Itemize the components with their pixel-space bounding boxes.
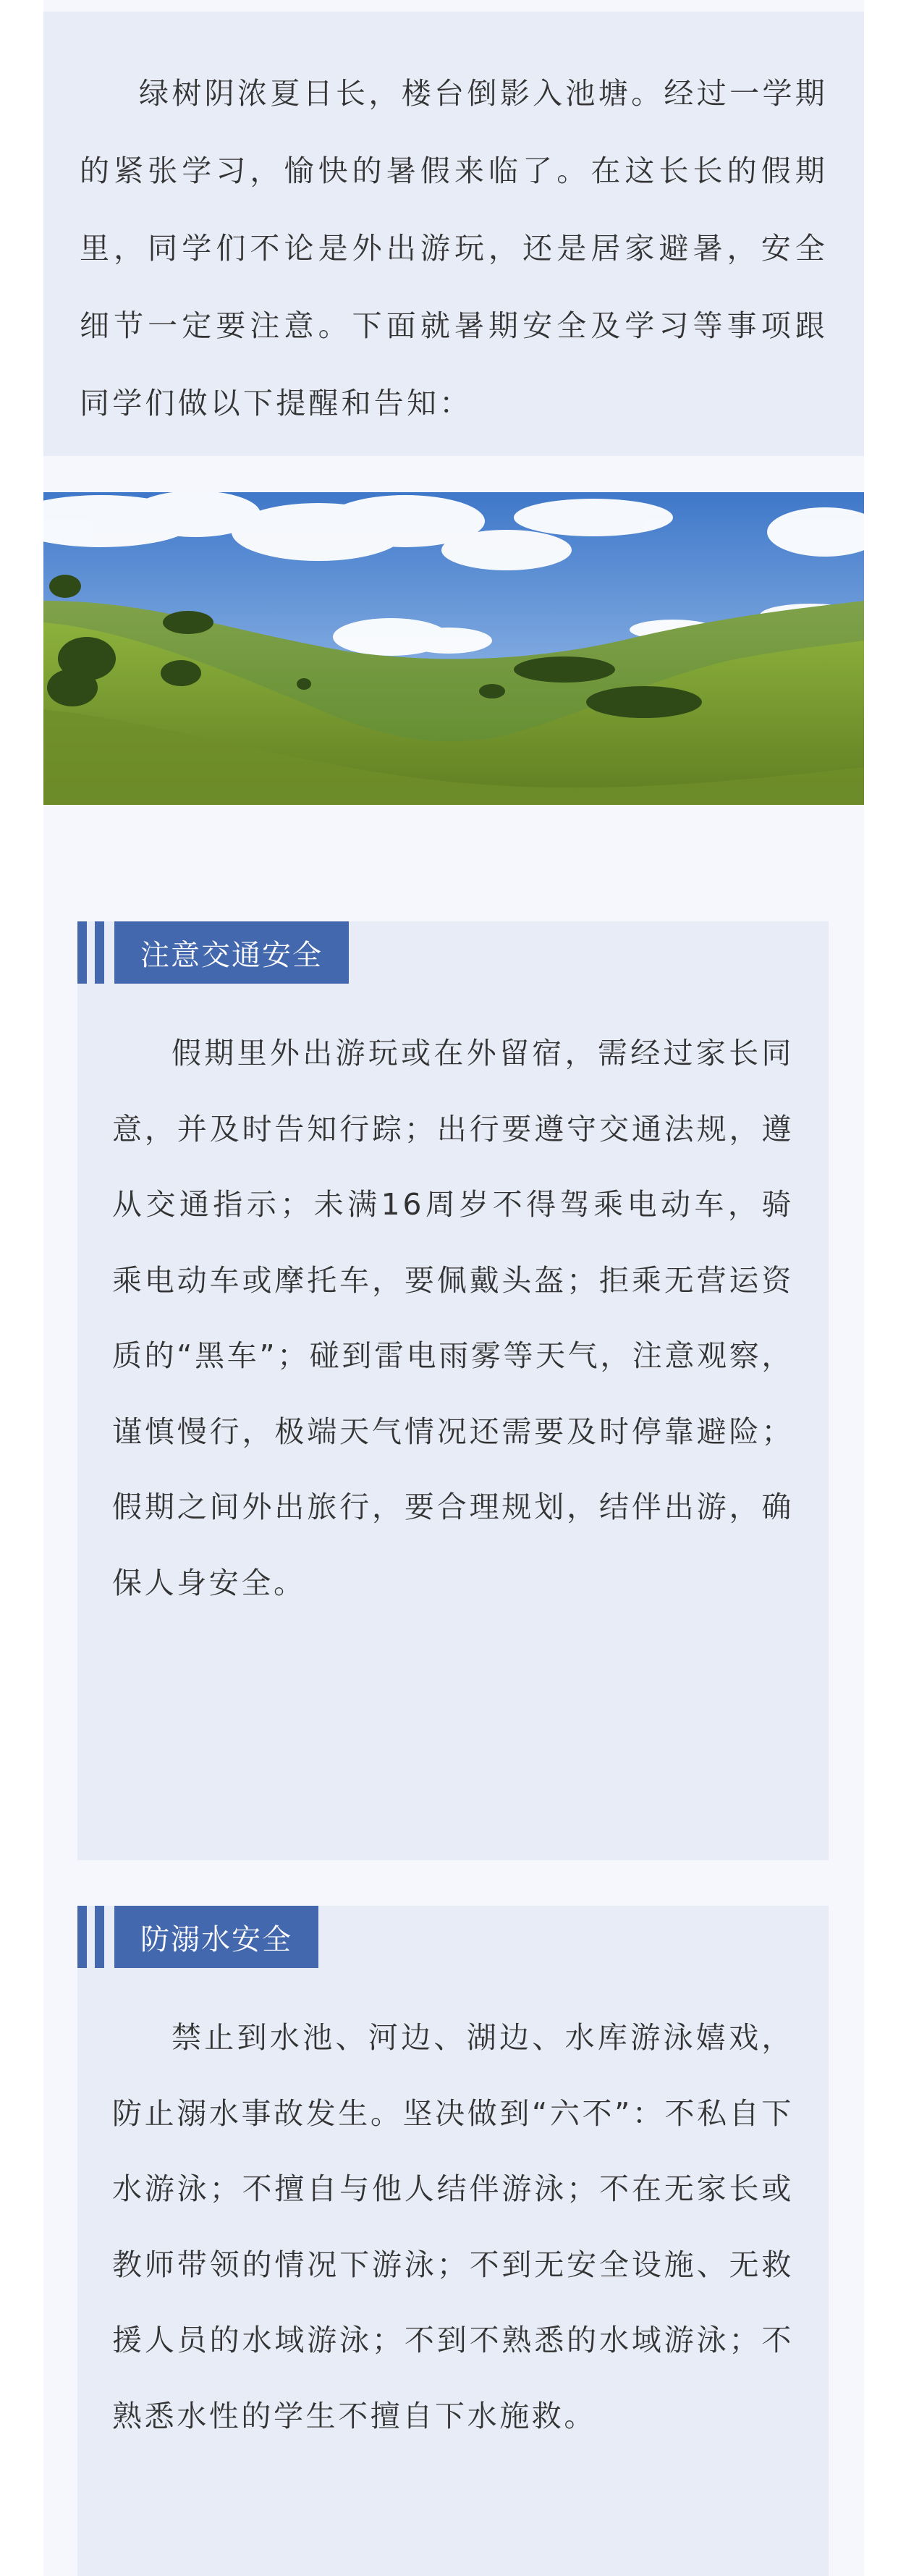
heading-bars-decoration bbox=[77, 1906, 104, 1968]
section-heading: 注意交通安全 bbox=[114, 921, 349, 984]
section-body: 禁止到水池、河边、湖边、水库游泳嬉戏，防止溺水事故发生。坚决做到“六不”：不私自下水游泳；不擅自与他人结伴游泳；不在无家长或教师带领的情况下游泳；不到无安全设施、无救援人员的水域游泳；不到不熟悉的水域游泳；不熟悉水性的学生不擅自下水施救。 bbox=[112, 2020, 794, 2433]
intro-box bbox=[43, 12, 864, 456]
heading-bar bbox=[77, 1906, 87, 1968]
section-body: 假期里外出游玩或在外留宿，需经过家长同意，并及时告知行踪；出行要遵守交通法规，遵从交通指示；未满16周岁不得驾乘电动车，骑乘电动车或摩托车，要佩戴头盔；拒乘无营运资质的“黑车”；碰到雷电雨雾等天气，注意观察，谨慎慢行，极端天气情况还需要及时停靠避险；假期之间外出旅行，要合理规划，结伴出游，确保人身安全。 bbox=[112, 1036, 794, 1600]
heading-bar bbox=[77, 921, 87, 984]
landscape-image bbox=[43, 492, 864, 805]
heading-bar bbox=[95, 921, 104, 984]
heading-bars-decoration bbox=[77, 921, 104, 984]
intro-paragraph: 绿树阴浓夏日长，楼台倒影入池塘。经过一学期的紧张学习，愉快的暑假来临了。在这长长的假期里，同学们不论是外出游玩，还是居家避暑，安全细节一定要注意。下面就暑期安全及学习等事项跟同学们做以下提醒和告知： bbox=[80, 76, 828, 421]
heading-bar bbox=[95, 1906, 104, 1968]
section-traffic-safety bbox=[77, 921, 829, 1860]
section-heading-row bbox=[77, 1906, 318, 1968]
section-heading: 防溺水安全 bbox=[114, 1906, 318, 1968]
section-drowning-prevention bbox=[77, 1906, 829, 2576]
section-heading-row bbox=[77, 921, 349, 984]
